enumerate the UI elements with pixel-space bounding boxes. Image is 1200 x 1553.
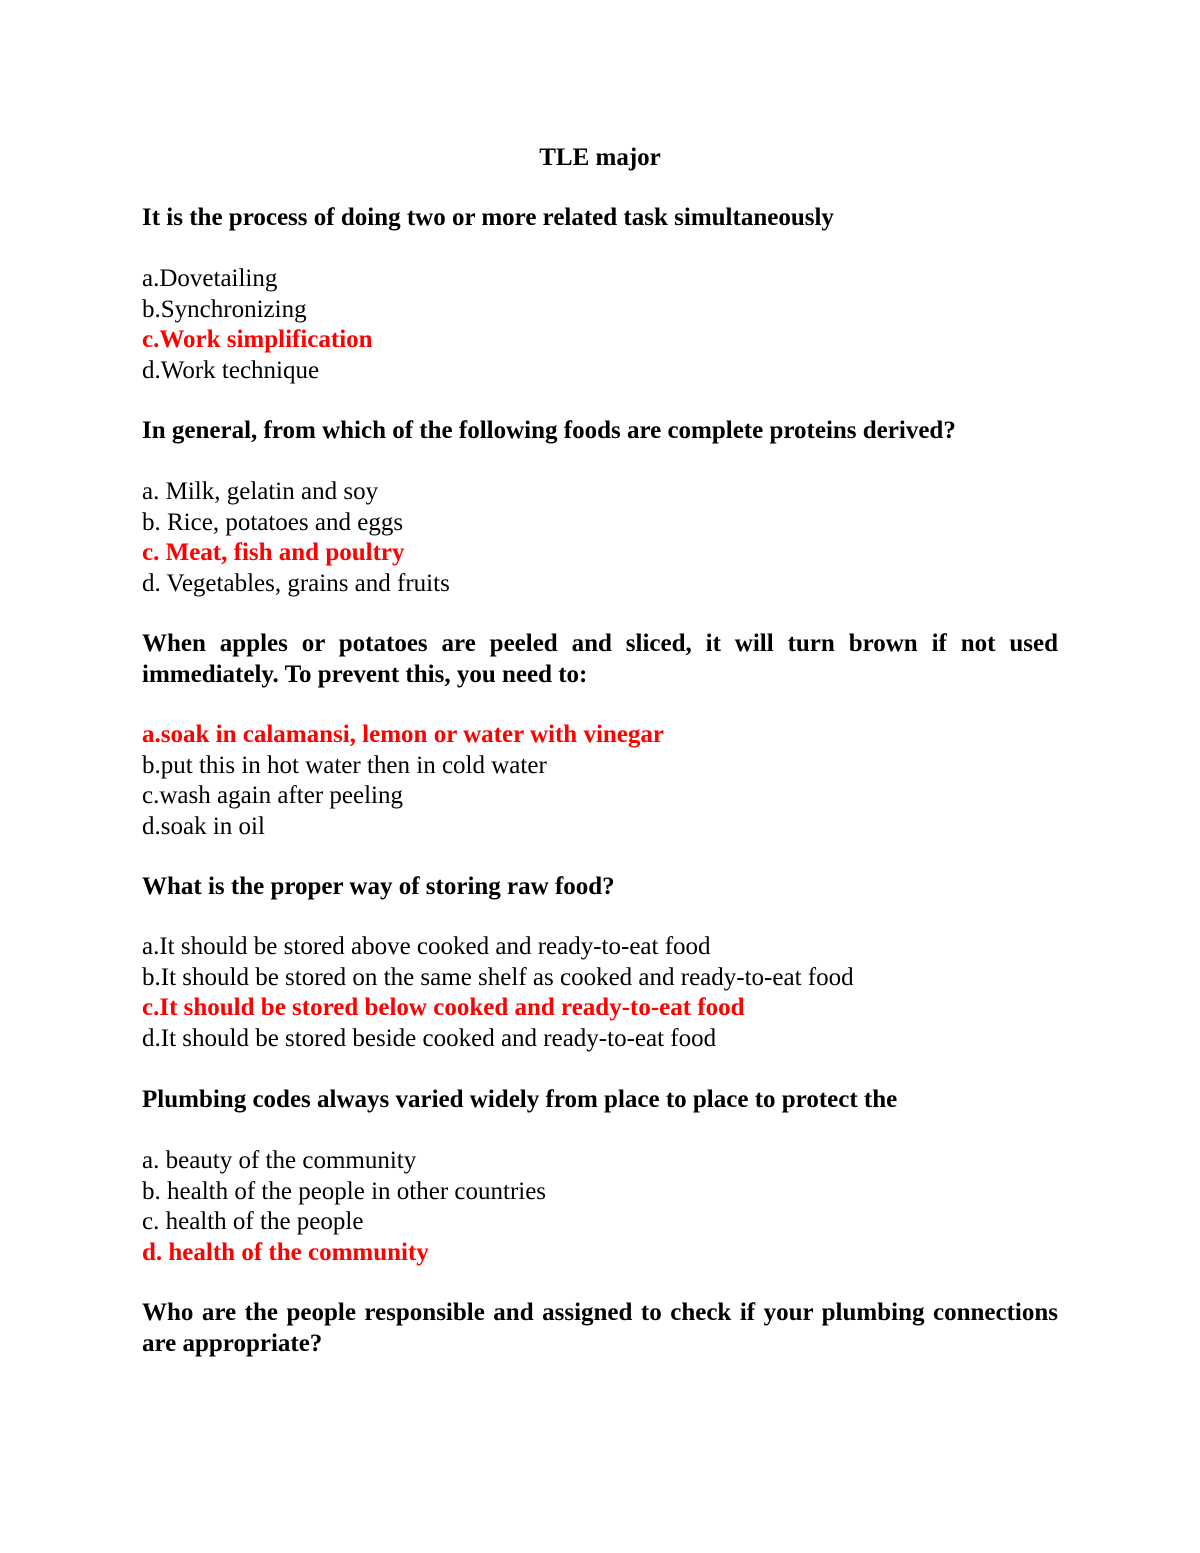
option-4-c-correct: c.It should be stored below cooked and ready-to-eat food bbox=[142, 994, 745, 1021]
question-5-text: Plumbing codes always varied widely from place to place to protect the bbox=[142, 1086, 898, 1113]
question-1-options bbox=[142, 264, 1058, 386]
option-2-d: d. Vegetables, grains and fruits bbox=[142, 569, 450, 597]
question-4-options bbox=[142, 932, 1058, 1054]
question-3-options bbox=[142, 720, 1058, 842]
option-3-c: c.wash again after peeling bbox=[142, 782, 403, 809]
option-2-a: a. Milk, gelatin and soy bbox=[142, 478, 379, 505]
question-6-text: Who are the people responsible and assigned to check if your plumbing connections are appropriate? bbox=[142, 1299, 1058, 1357]
option-4-a: a.It should be stored above cooked and ready-to-eat food bbox=[142, 933, 711, 960]
option-5-b: b. health of the people in other countries bbox=[142, 1177, 547, 1205]
question-2-text: In general, from which of the following foods are complete proteins derived? bbox=[142, 417, 956, 444]
question-1-text: It is the process of doing two or more related task simultaneously bbox=[142, 204, 834, 231]
option-5-a: a. beauty of the community bbox=[142, 1147, 417, 1174]
option-4-d: d.It should be stored beside cooked and ready-to-eat food bbox=[142, 1024, 717, 1052]
option-1-a: a.Dovetailing bbox=[142, 265, 278, 292]
option-1-d: d.Work technique bbox=[142, 356, 320, 384]
option-2-c-correct: c. Meat, fish and poultry bbox=[142, 539, 405, 566]
option-5-c: c. health of the people bbox=[142, 1208, 364, 1235]
option-3-a-correct: a.soak in calamansi, lemon or water with vinegar bbox=[142, 721, 664, 748]
option-2-b: b. Rice, potatoes and eggs bbox=[142, 508, 404, 536]
question-3-text: When apples or potatoes are peeled and sliced, it will turn brown if not used immediately. To prevent this, you need to: bbox=[142, 630, 1058, 688]
option-3-b: b.put this in hot water then in cold water bbox=[142, 751, 547, 779]
option-3-d: d.soak in oil bbox=[142, 812, 265, 840]
option-4-b: b.It should be stored on the same shelf as cooked and ready-to-eat food bbox=[142, 963, 854, 991]
question-2-options bbox=[142, 477, 1058, 599]
question-4-text: What is the proper way of storing raw food? bbox=[142, 873, 615, 900]
document-title: TLE major bbox=[539, 144, 661, 171]
question-5-options bbox=[142, 1146, 1058, 1268]
option-5-d-correct: d. health of the community bbox=[142, 1238, 429, 1266]
option-1-b: b.Synchronizing bbox=[142, 295, 307, 323]
option-1-c-correct: c.Work simplification bbox=[142, 326, 373, 353]
